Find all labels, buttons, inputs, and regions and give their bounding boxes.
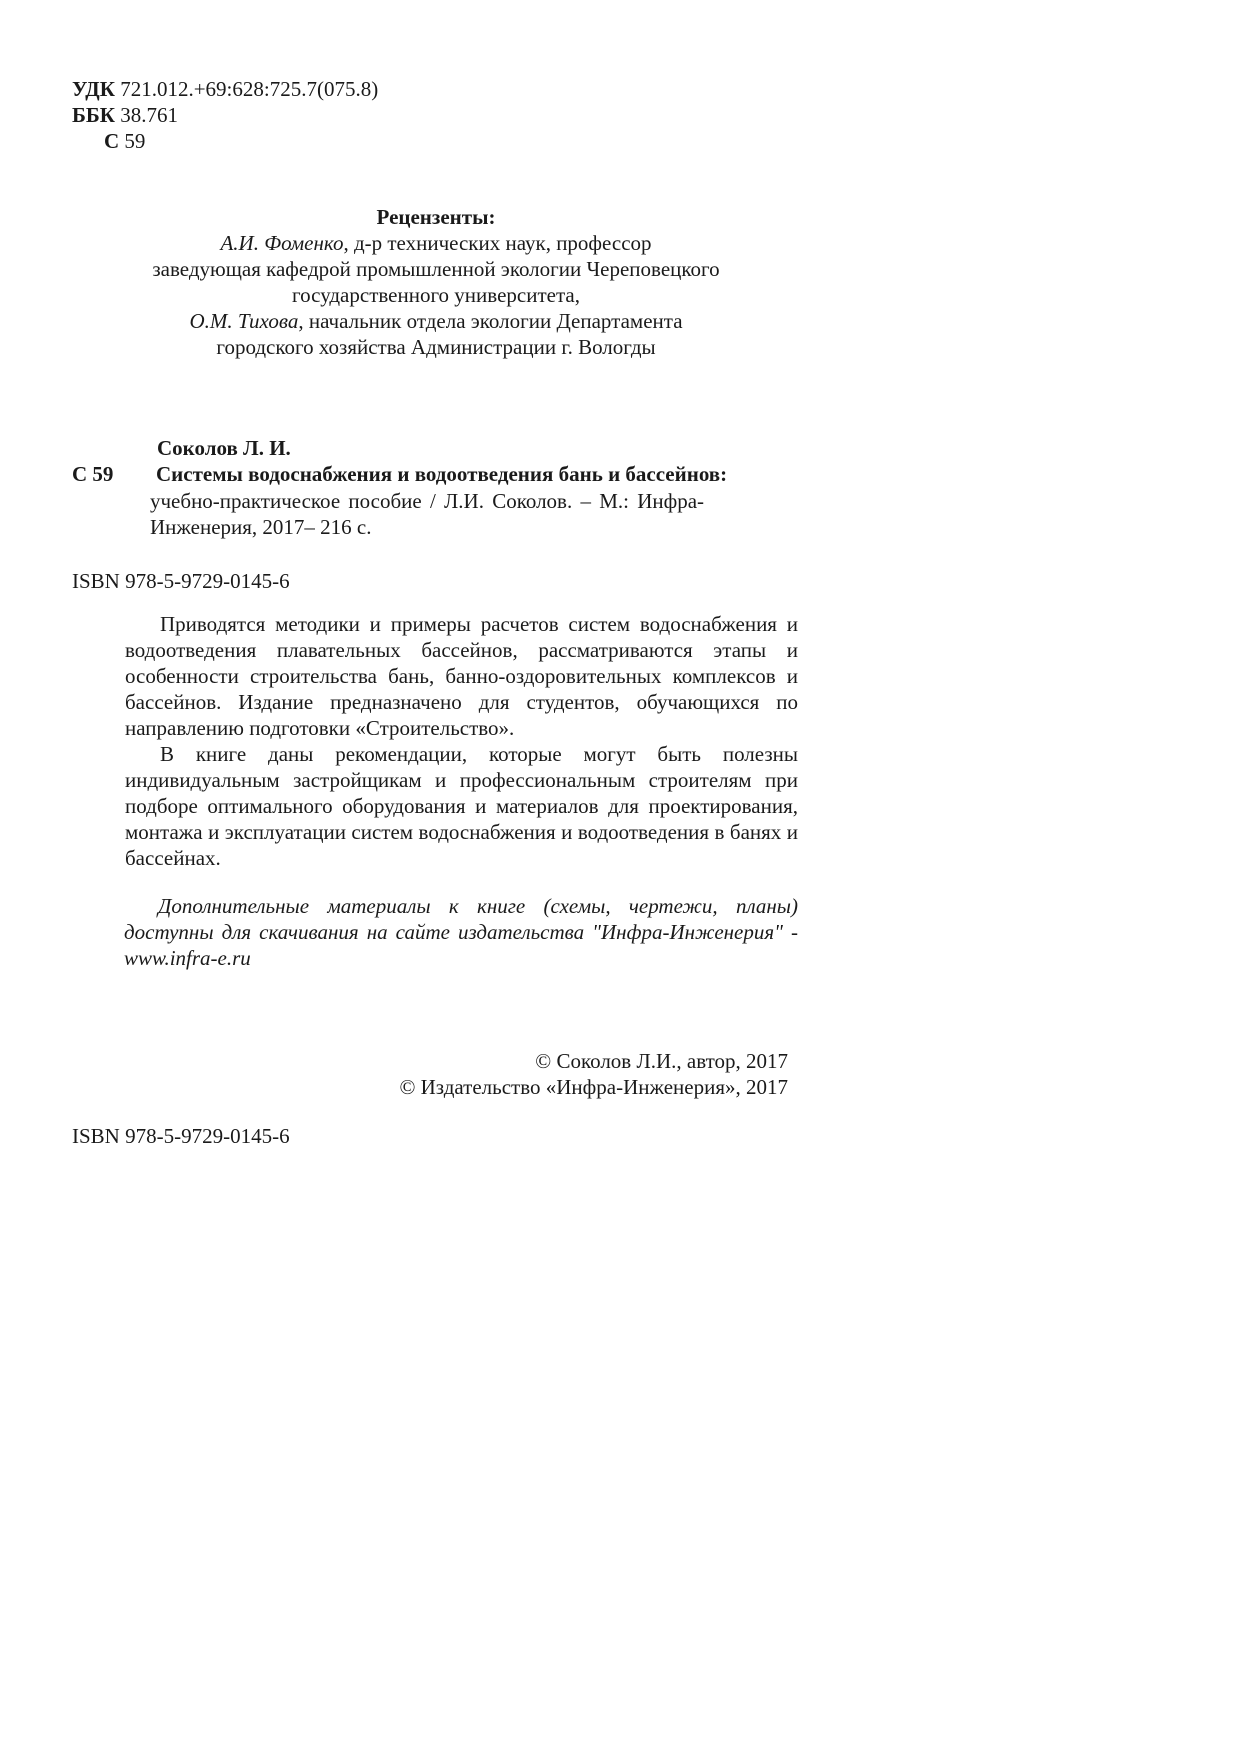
reviewer-2-name: О.М. Тихова [189,309,299,333]
reviewer-1-affiliation: заведующая кафедрой промышленной экологии Череповецкого [152,257,720,281]
copyright-block [300,1048,788,1100]
reviewer-1-title: , д-р технических наук, профессор [343,231,652,255]
publication-info-line-2: Инженерия, 2017– 216 с. [150,515,372,539]
book-title-line [72,461,727,487]
classification-block [72,76,378,154]
copyright-author: © Соколов Л.И., автор, 2017 [535,1049,788,1073]
book-code: С 59 [72,462,114,486]
reviewer-2-line [60,308,812,334]
extra-materials-note: Дополнительные материалы к книге (схемы, чертежи, планы) доступны для скачивания на сайте издательства "Инфра-Инженерия" - www.infra-e.ru [124,894,798,970]
reviewer-2-affiliation: городского хозяйства Администрации г. Вологды [216,335,656,359]
reviewer-2-title: , начальник отдела экологии Департамента [298,309,683,333]
publication-info-line-1: учебно-практическое пособие / Л.И. Соколов. – М.: Инфра- [150,489,705,513]
reviewers-heading: Рецензенты: [376,205,496,229]
author-name: Соколов Л. И. [157,436,291,460]
abstract-paragraph-1: Приводятся методики и примеры расчетов систем водоснабжения и водоотведения плавательных бассейнов, рассматриваются этапы и особенности строительства бань, банно-оздоровительных комплексов и бассейнов. Издание предназначено для студентов, обучающихся по направлению подготовки «Строительство». [125,612,798,740]
author-code-value: 59 [124,129,146,153]
reviewers-block [60,204,812,360]
book-title: Системы водоснабжения и водоотведения бань и бассейнов: [156,462,728,486]
author-code-line [72,128,378,154]
isbn-top: ISBN 978-5-9729-0145-6 [72,569,290,593]
abstract-paragraph-2: В книге даны рекомендации, которые могут быть полезны индивидуальным застройщикам и профессиональным строителям при подборе оптимального оборудования и материалов для проектирования, монтажа и эксплуатации систем водоснабжения и водоотведения в банях и бассейнах. [125,742,798,870]
bbk-value: 38.761 [120,103,178,127]
reviewer-1-affiliation-cont: государственного университета, [292,283,580,307]
bbk-line [72,102,378,128]
udk-line [72,76,378,102]
reviewer-1-name: А.И. Фоменко [220,231,344,255]
udk-label: УДК [72,77,115,101]
copyright-publisher: © Издательство «Инфра-Инженерия», 2017 [399,1075,788,1099]
bbk-label: ББК [72,103,115,127]
abstract [125,611,798,871]
isbn-bottom: ISBN 978-5-9729-0145-6 [72,1124,290,1148]
author-code-label: С [104,129,120,153]
udk-value: 721.012.+69:628:725.7(075.8) [120,77,379,101]
reviewer-1-line [60,230,812,256]
